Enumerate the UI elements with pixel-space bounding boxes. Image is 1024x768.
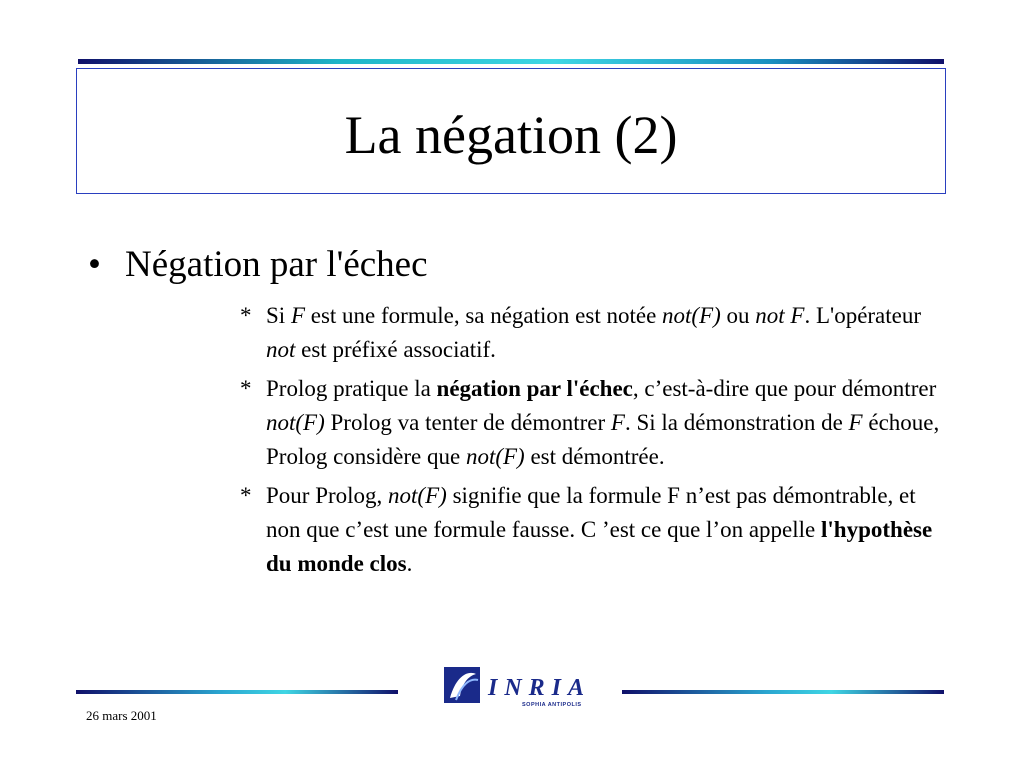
text-run: , c’est-à-dire que pour démontrer	[632, 376, 937, 401]
sub-item-text	[266, 372, 945, 474]
text-run: .	[406, 551, 413, 576]
asterisk-marker: *	[240, 483, 252, 508]
text-run-italic: not(F)	[662, 303, 721, 328]
text-run: échoue, Prolog considère que	[266, 410, 940, 469]
slide-title: La négation (2)	[344, 105, 678, 165]
text-run-italic: not F	[755, 303, 805, 328]
text-run-italic: F	[290, 303, 305, 328]
text-run: est préfixé associatif.	[295, 337, 496, 362]
footer-rule-right	[622, 690, 944, 694]
text-run-bold: négation par l'échec	[436, 376, 633, 401]
sub-item-list	[240, 299, 945, 586]
text-run-italic: not(F)	[388, 483, 447, 508]
main-bullet	[88, 243, 428, 287]
text-run: . Si la démonstration de	[624, 410, 849, 435]
sub-item	[240, 479, 945, 581]
inria-logo-icon	[442, 662, 602, 710]
text-run-italic: not(F)	[266, 410, 325, 435]
top-rule	[78, 59, 944, 64]
text-run-bold: l'hypothèse du monde clos	[266, 517, 933, 576]
footer-date: 26 mars 2001	[86, 708, 157, 723]
footer-rule-left	[76, 690, 398, 694]
logo-wordmark: INRIA	[488, 675, 592, 701]
logo-subtitle: SOPHIA ANTIPOLIS	[522, 702, 582, 708]
text-run: est démontrée.	[524, 444, 665, 469]
text-run-italic: F	[848, 410, 863, 435]
text-run: signifie que la formule F n’est pas démontrable, et non que c’est une formule fausse. C ’est ce que l’on appelle	[266, 483, 916, 542]
sub-item-text	[266, 299, 945, 367]
inria-logo-graphic	[442, 662, 602, 710]
text-run: Si	[266, 303, 291, 328]
text-run: Pour Prolog,	[266, 483, 389, 508]
text-run: Prolog pratique la	[266, 376, 437, 401]
text-run: ou	[720, 303, 756, 328]
asterisk-marker: *	[240, 303, 252, 328]
text-run: . L'opérateur	[804, 303, 922, 328]
text-run: Prolog va tenter de démontrer	[324, 410, 611, 435]
text-run-italic: not(F)	[465, 444, 525, 469]
text-run-italic: F	[610, 410, 625, 435]
text-run: est une formule, sa négation est notée	[305, 303, 663, 328]
sub-item	[240, 299, 945, 367]
text-run-italic: not	[266, 337, 296, 362]
asterisk-marker: *	[240, 376, 252, 401]
bullet-dot-icon: •	[88, 244, 101, 285]
title-box	[76, 68, 946, 194]
sub-item	[240, 372, 945, 474]
sub-item-text	[266, 479, 945, 581]
main-bullet-text: Négation par l'échec	[125, 244, 428, 285]
